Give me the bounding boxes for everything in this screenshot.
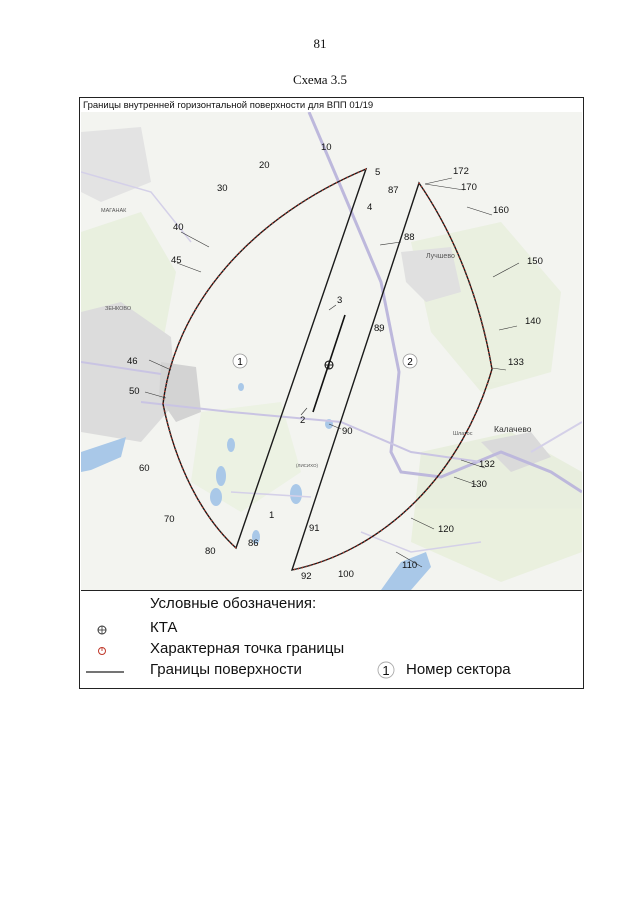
map-frame	[79, 97, 584, 689]
place-label-zenkovo: ЗЕНКОВО	[105, 306, 132, 312]
line-legend-icon	[86, 670, 126, 674]
legend-line-label: Границы поверхности	[150, 661, 302, 678]
legend-sector-symbol: 1	[382, 663, 390, 678]
point-label-4: 4	[367, 202, 373, 213]
point-label-80: 80	[205, 546, 216, 557]
legend-sector-label: Номер сектора	[406, 661, 511, 678]
point-label-150: 150	[527, 256, 543, 267]
place-label-luchshevo: Лучшево	[426, 253, 455, 260]
point-label-91: 91	[309, 523, 320, 534]
point-label-160: 160	[493, 205, 509, 216]
point-label-88: 88	[404, 232, 415, 243]
point-label-89: 89	[374, 323, 385, 334]
sector-number-1: 1	[237, 357, 243, 368]
point-label-30: 30	[217, 183, 228, 194]
point-label-1: 1	[269, 510, 275, 521]
kta-legend-icon	[96, 624, 108, 636]
point-label-170: 170	[461, 182, 477, 193]
legend-heading: Условные обозначения:	[150, 595, 317, 612]
sector-legend-icon	[376, 660, 396, 680]
point-label-5: 5	[375, 167, 381, 178]
point-label-86: 86	[248, 538, 259, 549]
point-label-132: 132	[479, 459, 495, 470]
point-label-133: 133	[508, 357, 524, 368]
kta-marker	[325, 361, 333, 369]
point-label-172: 172	[453, 166, 469, 177]
legend-kta-label: КТА	[150, 619, 178, 636]
point-label-2: 2	[300, 415, 306, 426]
point-label-92: 92	[301, 571, 312, 582]
point-label-50: 50	[129, 386, 140, 397]
point-label-45: 45	[171, 255, 182, 266]
place-label-kalachevo: Калачево	[494, 424, 532, 434]
sector-number-2: 2	[407, 357, 413, 368]
point-label-40: 40	[173, 222, 184, 233]
map-canvas	[81, 112, 582, 590]
legend	[80, 593, 583, 688]
place-label-shlatos: Шлатос	[453, 431, 473, 437]
point-label-10: 10	[321, 142, 332, 153]
scheme-title: Схема 3.5	[292, 72, 348, 87]
map-area[interactable]	[81, 112, 582, 591]
point-label-140: 140	[525, 316, 541, 327]
point-label-3: 3	[337, 295, 343, 306]
point-label-70: 70	[164, 514, 175, 525]
point-label-100: 100	[338, 569, 354, 580]
point-label-130: 130	[471, 479, 487, 490]
place-label-lisiho: (ЛИСИХО)	[296, 463, 319, 468]
point-label-20: 20	[259, 160, 270, 171]
page-number: 81	[313, 36, 327, 51]
point-label-87: 87	[388, 185, 399, 196]
point-label-120: 120	[438, 524, 454, 535]
point-label-46: 46	[127, 356, 138, 367]
point-label-60: 60	[139, 463, 150, 474]
point-legend-icon	[96, 645, 108, 657]
point-label-110: 110	[402, 560, 418, 571]
legend-point-label: Характерная точка границы	[150, 640, 345, 657]
point-label-90: 90	[342, 426, 353, 437]
place-label-maganak: МАГАНАК	[101, 208, 127, 214]
map-title: Границы внутренней горизонтальной поверхности для ВПП 01/19	[83, 100, 374, 111]
